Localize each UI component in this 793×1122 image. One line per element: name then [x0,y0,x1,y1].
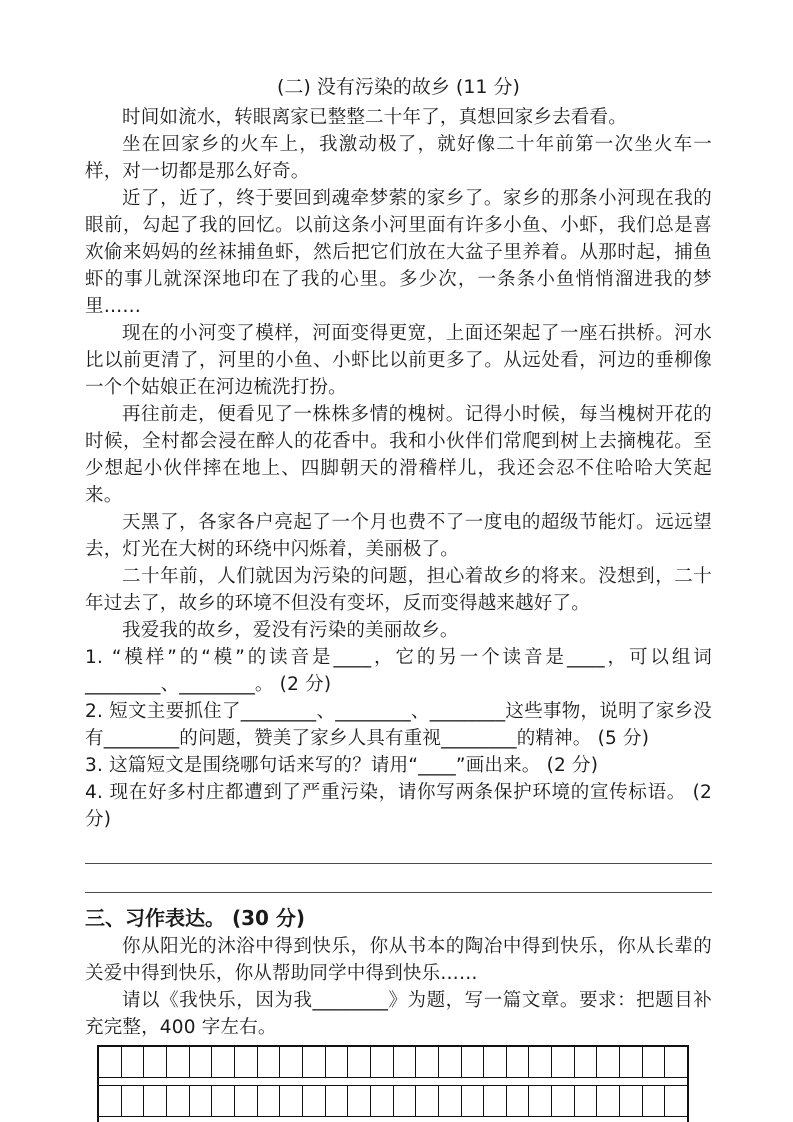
grid-cell [665,1086,687,1116]
grid-cell [371,1047,394,1077]
grid-cell [144,1047,167,1077]
reading-questions [85,644,712,833]
grid-spacer-strip [99,1078,687,1086]
grid-cell [575,1086,598,1116]
grid-cell [643,1086,666,1116]
grid-cell [235,1047,258,1077]
grid-cell [462,1086,485,1116]
grid-cell [462,1047,485,1077]
grid-cell [529,1047,552,1077]
grid-cell [167,1047,190,1077]
grid-cell [597,1086,620,1116]
grid-cell [439,1047,462,1077]
grid-cell [643,1047,666,1077]
grid-cell [484,1086,507,1116]
grid-cell [394,1086,417,1116]
question-item: 4. 现在好多村庄都遭到了严重污染，请你写两条保护环境的宣传标语。 (2 分) [85,782,712,830]
passage-paragraph: 时间如流水，转眼离家已整整二十年了，真想回家乡去看看。 [122,107,627,128]
grid-cell [280,1047,303,1077]
passage-paragraph: 二十年前，人们就因为污染的问题，担心着故乡的将来。没想到，二十年过去了，故乡的环境不但没有变坏，反而变得越来越好了。 [85,566,712,614]
grid-cell [416,1086,439,1116]
grid-cell [212,1086,235,1116]
grid-cell [552,1086,575,1116]
grid-cell [394,1047,417,1077]
writing-prompt-paragraph: 你从阳光的沐浴中得到快乐，你从书本的陶冶中得到快乐，你从长辈的关爱中得到快乐，你从帮助同学中得到快乐…… [85,936,712,984]
passage-paragraph: 坐在回家乡的火车上，我激动极了，就好像二十年前第一次坐火车一样，对一切都是那么好奇。 [85,134,712,182]
grid-cell [280,1086,303,1116]
writing-section-heading: 三、习作表达。 (30 分) [85,906,306,930]
grid-row [99,1086,687,1117]
grid-cell [348,1086,371,1116]
grid-cell [326,1047,349,1077]
passage-paragraph: 近了，近了，终于要回到魂牵梦萦的家乡了。家乡的那条小河现在我的眼前，勾起了我的回忆。以前这条小河里面有许多小鱼、小虾，我们总是喜欢偷来妈妈的丝袜捕鱼虾，然后把它们放在大盆子里养着。从那时起，捕鱼虾的事儿就深深地印在了我的心里。多少次，一条条小鱼悄悄溜进我的梦里…… [85,188,712,317]
grid-cell [371,1086,394,1116]
passage-paragraph: 天黑了，各家各户亮起了一个月也费不了一度电的超级节能灯。远远望去，灯光在大树的环绕中闪烁着，美丽极了。 [85,512,712,560]
composition-grid [97,1045,689,1122]
grid-cell [190,1086,213,1116]
grid-cell [122,1047,145,1077]
grid-cell [416,1047,439,1077]
answer-blank-line [85,864,712,893]
grid-cell [258,1086,281,1116]
grid-cell [348,1047,371,1077]
question-item: 2. 短文主要抓住了________、________、________这些事物，说明了家乡没有________的问题，赞美了家乡人具有重视________的精神。 (5 分) [85,701,712,749]
page-content [85,74,712,1122]
answer-blank-line [85,835,712,864]
writing-prompt-paragraph: 请以《我快乐，因为我________》为题，写一篇文章。要求：把题目补充完整，400 字左右。 [85,990,712,1038]
grid-row [99,1047,687,1078]
grid-cell [303,1047,326,1077]
passage-paragraph: 再往前走，便看见了一株株多情的槐树。记得小时候，每当槐树开花的时候，全村都会浸在醉人的花香中。我和小伙伴们常爬到树上去摘槐花。至少想起小伙伴摔在地上、四脚朝天的滑稽样儿，我还会忍不住哈哈大笑起来。 [85,404,712,506]
writing-prompt [85,933,712,1041]
grid-cell [326,1086,349,1116]
grid-cell [144,1086,167,1116]
grid-cell [303,1086,326,1116]
grid-cell [597,1047,620,1077]
grid-cell [484,1047,507,1077]
grid-cell [507,1047,530,1077]
reading-section-title: (二) 没有污染的故乡 (11 分) [277,76,520,98]
grid-cell [665,1047,687,1077]
grid-cell [620,1047,643,1077]
grid-cell [167,1086,190,1116]
grid-cell [258,1047,281,1077]
grid-cell [235,1086,258,1116]
grid-spacer-strip [99,1117,687,1122]
grid-cell [575,1047,598,1077]
passage-paragraph: 现在的小河变了模样，河面变得更宽，上面还架起了一座石拱桥。河水比以前更清了，河里的小鱼、小虾比以前更多了。从远处看，河边的垂柳像一个个姑娘正在河边梳洗打扮。 [85,323,712,398]
grid-cell [620,1086,643,1116]
grid-cell [507,1086,530,1116]
question-item: 1. “模样”的“模”的读音是____，它的另一个读音是____，可以组词________、________。 (2 分) [85,647,712,695]
grid-cell [99,1047,122,1077]
answer-lines [85,835,712,893]
reading-passage [85,104,712,644]
grid-cell [122,1086,145,1116]
grid-cell [99,1086,122,1116]
passage-paragraph: 我爱我的故乡，爱没有污染的美丽故乡。 [122,620,459,641]
question-item: 3. 这篇短文是围绕哪句话来写的？请用“____”画出来。 (2 分) [85,755,599,776]
grid-cell [529,1086,552,1116]
grid-cell [552,1047,575,1077]
grid-cell [212,1047,235,1077]
grid-cell [190,1047,213,1077]
grid-cell [439,1086,462,1116]
